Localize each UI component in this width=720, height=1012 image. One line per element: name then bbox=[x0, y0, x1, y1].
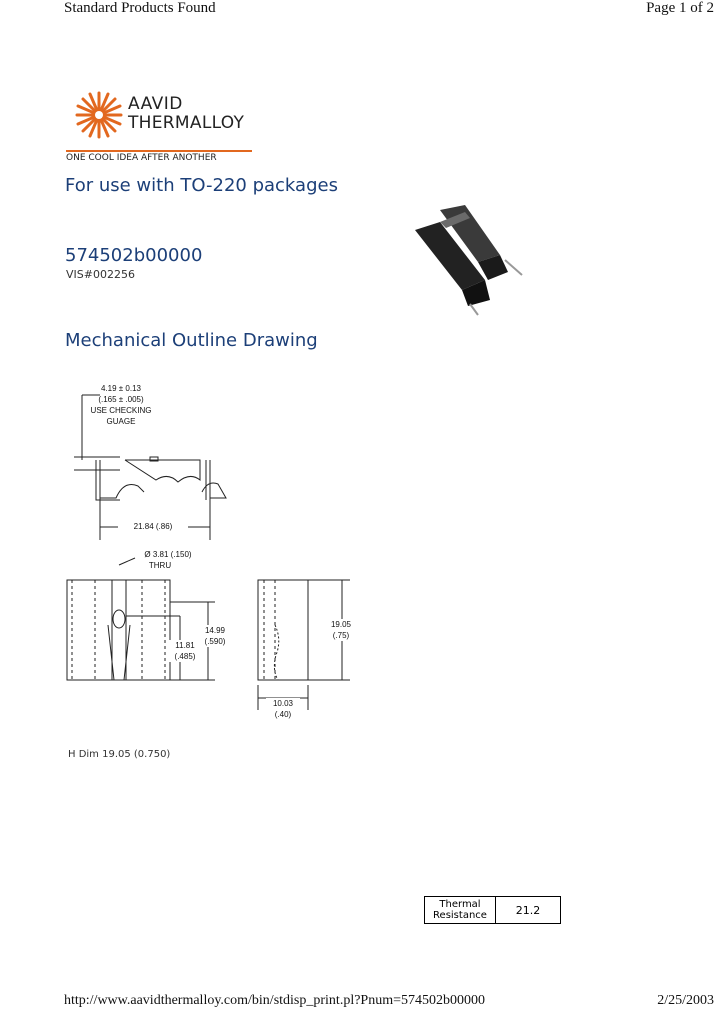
dim-gauge-3: USE CHECKING bbox=[90, 406, 152, 415]
dim-h3-1: 19.05 bbox=[324, 619, 358, 630]
dim-h3-2: (.75) bbox=[324, 630, 358, 641]
dim-gauge-4: GUAGE bbox=[106, 417, 136, 426]
mechanical-outline-drawing bbox=[60, 380, 370, 720]
dim-hole-1: Ø 3.81 (.150) bbox=[144, 550, 192, 559]
thermal-label-1: Thermal bbox=[439, 899, 481, 910]
vis-number: VIS#002256 bbox=[66, 268, 135, 281]
dim-gauge-2: (.165 ± .005) bbox=[98, 395, 144, 404]
thermal-label bbox=[425, 897, 496, 924]
drawing-title: Mechanical Outline Drawing bbox=[65, 330, 318, 351]
logo-aavid: AAVID bbox=[128, 94, 183, 114]
page-counter: Page 1 of 2 bbox=[646, 0, 714, 16]
h-dim-note: H Dim 19.05 (0.750) bbox=[68, 749, 171, 760]
thermal-value: 21.2 bbox=[496, 897, 561, 924]
thermal-table bbox=[424, 896, 561, 924]
dim-gauge-1: 4.19 ± 0.13 bbox=[101, 384, 141, 393]
footer-date: 2/25/2003 bbox=[657, 993, 714, 1008]
header-title: Standard Products Found bbox=[64, 0, 216, 16]
logo-thermalloy: THERMALLOY bbox=[128, 113, 245, 133]
dim-d-1: 10.03 bbox=[266, 698, 300, 709]
dim-h1-2: (.590) bbox=[198, 636, 232, 647]
product-photo bbox=[410, 200, 530, 320]
usage-title: For use with TO-220 packages bbox=[65, 175, 338, 196]
dim-h2-1: 11.81 bbox=[168, 640, 202, 651]
dim-d-2: (.40) bbox=[266, 709, 300, 720]
footer-url[interactable]: http://www.aavidthermalloy.com/bin/stdisp_print.pl?Pnum=574502b00000 bbox=[64, 993, 485, 1008]
aavid-logo bbox=[66, 88, 266, 166]
dim-h2-2: (.485) bbox=[168, 651, 202, 662]
sunburst-logo-icon bbox=[74, 90, 124, 140]
logo-tagline: ONE COOL IDEA AFTER ANOTHER bbox=[66, 150, 252, 163]
dim-h1-1: 14.99 bbox=[198, 625, 232, 636]
dim-width: 21.84 (.86) bbox=[118, 521, 188, 532]
dim-hole-2: THRU bbox=[148, 561, 172, 570]
part-number: 574502b00000 bbox=[65, 245, 203, 266]
thermal-label-2: Resistance bbox=[433, 910, 487, 921]
